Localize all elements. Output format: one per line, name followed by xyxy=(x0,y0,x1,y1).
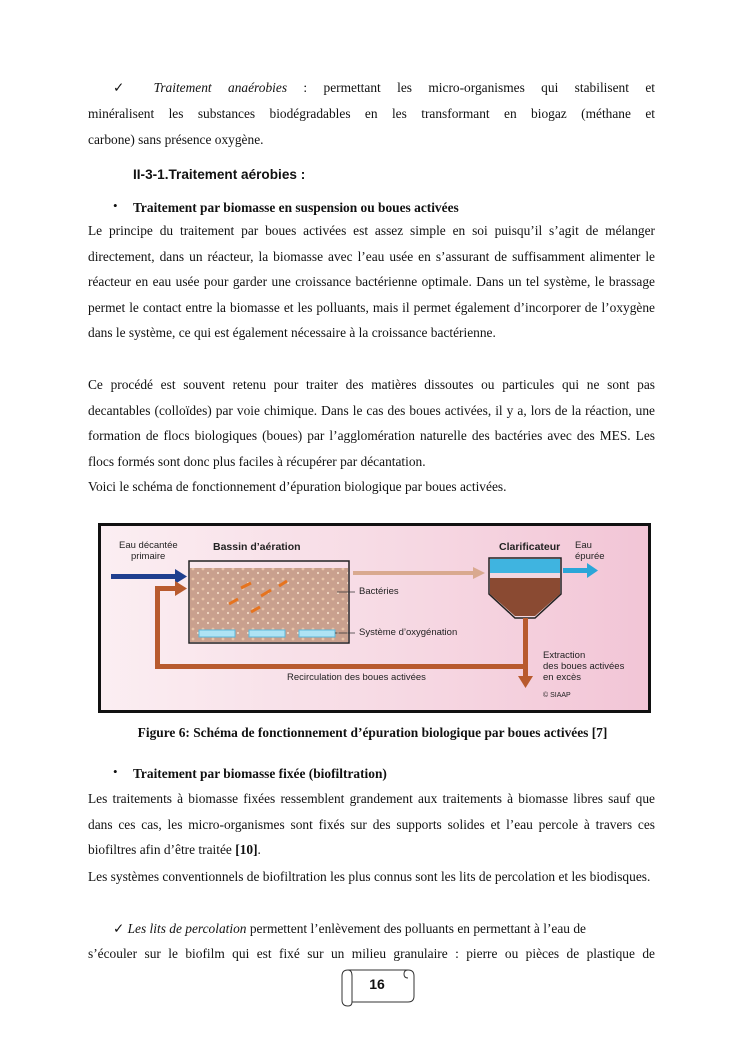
paragraph-process: Ce procédé est souvent retenu pour traiter des matières dissoutes ou particules qui ne sont pas decantables (colloïdes) par voie chimique. Dans le cas des boues activées, il y a, lors de la réaction, une formation de flocs biologiques (boues) par l’agglomération naturelle des bactéries avec des MES. Les flocs formés sont donc plus faciles à récupérer par décantation. xyxy=(88,377,655,469)
activated-sludge-diagram xyxy=(98,523,651,713)
paragraph-conventional: Les systèmes conventionnels de biofiltration les plus connus sont les lits de percolation et les biodisques. xyxy=(88,869,651,884)
anaerobic-line-1-rest: permettant les micro-organismes qui stabilisent et xyxy=(323,80,655,95)
excess-sludge-arrow-icon xyxy=(518,676,533,688)
anaerobic-line-3: carbone) sans présence oxygène. xyxy=(88,132,264,147)
paragraph-fixed-end: . xyxy=(257,842,261,858)
label-epuree: épurée xyxy=(575,551,605,562)
label-eau: Eau xyxy=(575,540,592,551)
label-extraction-2: des boues activées xyxy=(543,661,625,672)
label-bassin: Bassin d’aération xyxy=(213,541,301,553)
bullet-suspension-title: Traitement par biomasse en suspension ou boues activées xyxy=(133,200,459,215)
page-number: 16 xyxy=(369,976,385,992)
outlet-arrow-icon xyxy=(563,563,598,578)
checkmark-icon: ✓ xyxy=(113,80,138,95)
paragraph-schema-intro: Voici le schéma de fonctionnement d’épuration biologique par boues activées. xyxy=(88,479,507,494)
label-recirculation: Recirculation des boues activées xyxy=(287,672,426,683)
section-heading: II-3-1.Traitement aérobies : xyxy=(133,167,306,182)
label-oxygenation: Système d’oxygénation xyxy=(359,627,458,638)
bullet-fixed-title: Traitement par biomasse fixée (biofiltration) xyxy=(133,766,387,781)
diagram-drawing xyxy=(101,526,651,713)
anaerobic-line-2: minéralisent les substances biodégradables en les transformant en biogaz (méthane et xyxy=(88,106,655,121)
bullet-icon: • xyxy=(113,198,118,213)
anaerobic-line-1 xyxy=(113,78,655,98)
checkmark-icon-2: ✓ xyxy=(113,921,125,936)
label-extraction-1: Extraction xyxy=(543,650,586,661)
label-primaire: primaire xyxy=(131,551,166,562)
clarifier xyxy=(489,558,561,618)
transfer-arrow-icon xyxy=(353,567,485,579)
label-eau-decantee: Eau décantée xyxy=(119,540,178,551)
percolation-term: Les lits de percolation xyxy=(127,921,247,936)
paragraph-principle: Le principe du traitement par boues activées est assez simple en soi puisqu’il s’agit de mélanger directement, dans un réacteur, la biomasse avec l’eau usée en s’assurant de suffisamment alimenter le réacteur en eau usée pour garder une croissance bactérienne optimale. Dans un tel système, le brassage permet le contact entre la biomasse et les polluants, mais il permet également d’incorporer de l’oxygène dans le système, ce qui est également nécessaire à la croissance bactérienne. xyxy=(88,223,655,341)
bullet-icon-2: • xyxy=(113,764,118,779)
label-copyright: © SIAAP xyxy=(543,692,571,699)
anaerobic-term: Traitement anaérobies xyxy=(153,80,288,95)
anaerobic-colon: : xyxy=(287,80,308,95)
percolation-line-2: s’écouler sur le biofilm qui est fixé sur un milieu granulaire : pierre ou pièces de plastique de xyxy=(88,946,655,961)
paragraph-fixed-text: Les traitements à biomasse fixées ressemblent grandement aux traitements à biomasse libres sauf que dans ces cas, les micro-organismes sont fixés sur des supports solides et l’eau percole à travers ces biofiltres afin d’être traitée xyxy=(88,791,655,858)
percolation-line-1 xyxy=(113,919,655,939)
aeration-basin xyxy=(189,561,349,643)
paragraph-fixed-biomass xyxy=(88,786,655,863)
label-extraction-3: en excès xyxy=(543,672,582,683)
reference-10: [10] xyxy=(235,842,258,858)
label-bacteries: Bactéries xyxy=(359,586,399,597)
percolation-line-1-rest: permettent l’enlèvement des polluants en permettant à l’eau de xyxy=(246,921,586,936)
figure-caption: Figure 6: Schéma de fonctionnement d’épuration biologique par boues activées [7] xyxy=(137,725,608,740)
label-clarificateur: Clarificateur xyxy=(499,541,561,553)
